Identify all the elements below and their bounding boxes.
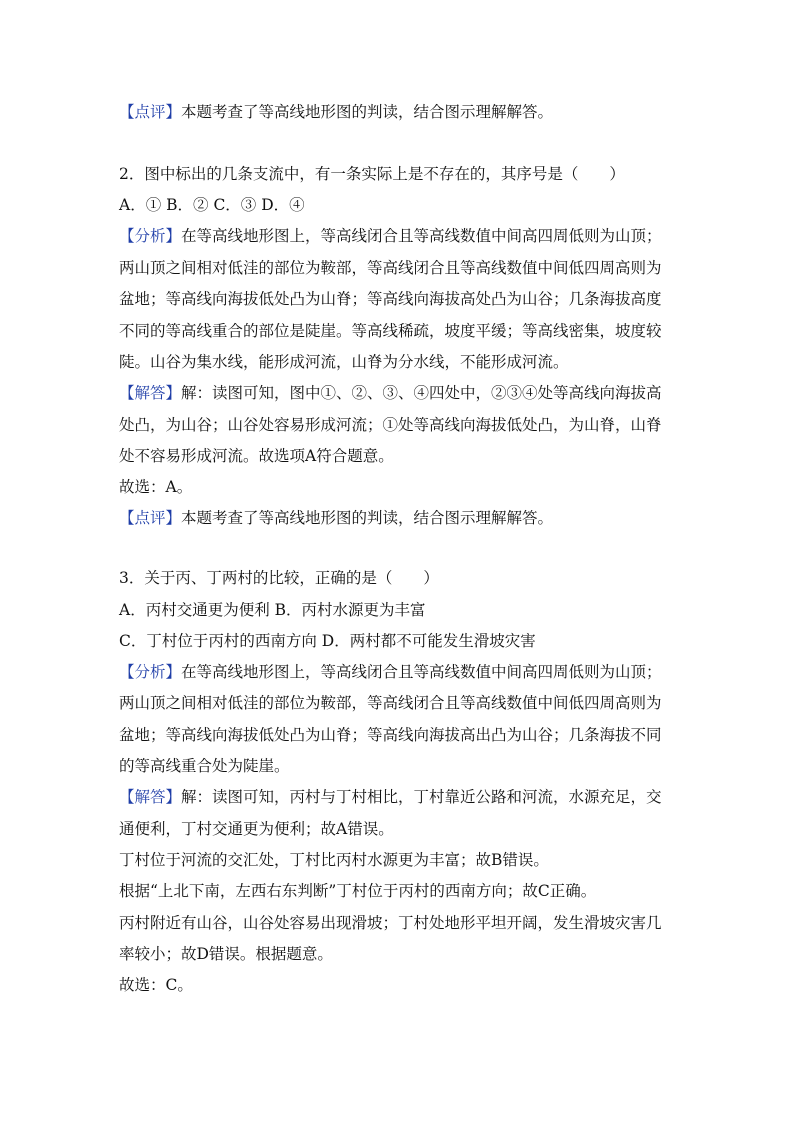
q3-answer-line: 率较小；故D错误。根据题意。 [119,945,333,963]
q3-answer-line: 通便利，丁村交通更为便利；故A错误。 [119,820,394,838]
comment-tag: 【点评】 [119,103,182,121]
q2-stem: 2．图中标出的几条支流中，有一条实际上是不存在的，其序号是（ ） [119,165,625,183]
q2-answer-line: 故选：A。 [119,478,193,496]
q3-stem: 3．关于丙、丁两村的比较，正确的是（ ） [119,569,439,587]
q2-comment [119,507,679,529]
q2-analysis-line: 盆地；等高线向海拔低处凸为山脊；等高线向海拔高处凸为山谷；几条海拔高度 [119,290,662,308]
answer-text: 解：读图可知，图中①、②、③、④四处中，②③④处等高线向海拔高 [181,384,662,402]
q3-answer-line: 根据“上北下南，左西右东判断”丁村位于丙村的西南方向；故C正确。 [119,882,597,900]
q2-answer-line: 处凸，为山谷；山谷处容易形成河流；①处等高线向海拔低处凸，为山脊，山脊 [119,416,662,434]
q3-analysis-line: 盆地；等高线向海拔低处凸为山脊；等高线向海拔高出凸为山谷；几条海拔不同 [119,726,662,744]
comment-tag: 【点评】 [119,509,182,527]
analysis-text: 在等高线地形图上，等高线闭合且等高线数值中间高四周低则为山顶； [181,663,662,681]
q3-options-line: A．丙村交通更为便利 B．丙村水源更为丰富 [119,601,426,619]
answer-tag: 【解答】 [119,384,182,402]
q2-analysis-line: 两山顶之间相对低洼的部位为鞍部，等高线闭合且等高线数值中间低四周高则为 [119,259,662,277]
analysis-tag: 【分析】 [119,227,182,245]
q1-comment [119,101,679,123]
q3-analysis-line [119,661,679,683]
q2-answer-line: 处不容易形成河流。故选项A符合题意。 [119,447,394,465]
q3-answer-line [119,786,679,808]
q3-analysis-line: 的等高线重合处为陡崖。 [119,757,290,775]
q3-answer-line: 丙村附近有山谷，山谷处容易出现滑坡；丁村处地形平坦开阔，发生滑坡灾害几 [119,914,662,932]
comment-text: 本题考查了等高线地形图的判读，结合图示理解解答。 [181,509,554,527]
q3-answer-line: 丁村位于河流的交汇处，丁村比丙村水源更为丰富；故B错误。 [119,851,549,869]
q3-analysis-line: 两山顶之间相对低洼的部位为鞍部，等高线闭合且等高线数值中间低四周高则为 [119,694,662,712]
q3-options-line: C．丁村位于丙村的西南方向 D．两村都不可能发生滑坡灾害 [119,632,536,650]
analysis-text: 在等高线地形图上，等高线闭合且等高线数值中间高四周低则为山顶； [181,227,662,245]
analysis-tag: 【分析】 [119,663,182,681]
q2-analysis-line: 陡。山谷为集水线，能形成河流，山脊为分水线，不能形成河流。 [119,353,569,371]
q3-answer-line: 故选：C。 [119,976,193,994]
q2-analysis-line [119,225,679,247]
q2-analysis-line: 不同的等高线重合的部位是陡崖。等高线稀疏，坡度平缓；等高线密集，坡度较 [119,322,662,340]
q2-answer-line [119,382,679,404]
answer-text: 解：读图可知，丙村与丁村相比，丁村靠近公路和河流，水源充足，交 [181,788,662,806]
comment-text: 本题考查了等高线地形图的判读，结合图示理解解答。 [181,103,554,121]
q2-options: A．① B．② C．③ D．④ [119,196,305,214]
answer-tag: 【解答】 [119,788,182,806]
